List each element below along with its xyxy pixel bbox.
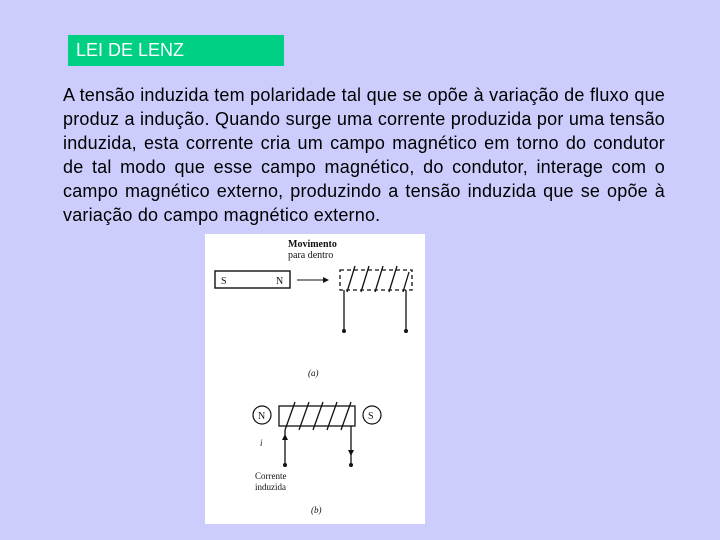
terminal-left-a xyxy=(342,329,346,333)
lenz-law-figure xyxy=(205,234,425,524)
current-arrow-up xyxy=(282,434,288,440)
pole-s-label: S xyxy=(368,411,374,422)
magnet-s-label: S xyxy=(221,276,227,287)
motion-arrow-head xyxy=(323,277,329,283)
current-mark: i xyxy=(260,438,263,448)
motion-label-line2: para dentro xyxy=(288,250,334,261)
caption-a: (a) xyxy=(308,368,319,378)
magnet-n-label: N xyxy=(276,276,284,287)
body-paragraph: A tensão induzida tem polaridade tal que se opõe à variação de fluxo que produz a indução. Quando surge uma corrente produzida por uma tensão induzida, esta corrente cria um campo magnético em torno do condutor de tal modo que esse campo magnético, do condutor, interage com o campo magnético externo, produzindo a tensão induzida que se opõe à variação do campo magnético externo. xyxy=(63,85,665,225)
pole-n-label: N xyxy=(258,411,266,422)
current-arrow-down xyxy=(348,450,354,456)
caption-b: (b) xyxy=(311,505,322,515)
figure-part-a xyxy=(215,239,412,378)
motion-label-line1: Movimento xyxy=(288,239,337,250)
slide-title: LEI DE LENZ xyxy=(68,35,284,66)
terminal-right-a xyxy=(404,329,408,333)
current-label-line1: Corrente xyxy=(255,471,287,481)
terminal-left-b xyxy=(283,463,287,467)
coil-b xyxy=(279,402,355,464)
figure-part-b xyxy=(253,402,381,515)
coil-a xyxy=(340,266,412,330)
current-label-line2: induzida xyxy=(255,482,286,492)
terminal-right-b xyxy=(349,463,353,467)
